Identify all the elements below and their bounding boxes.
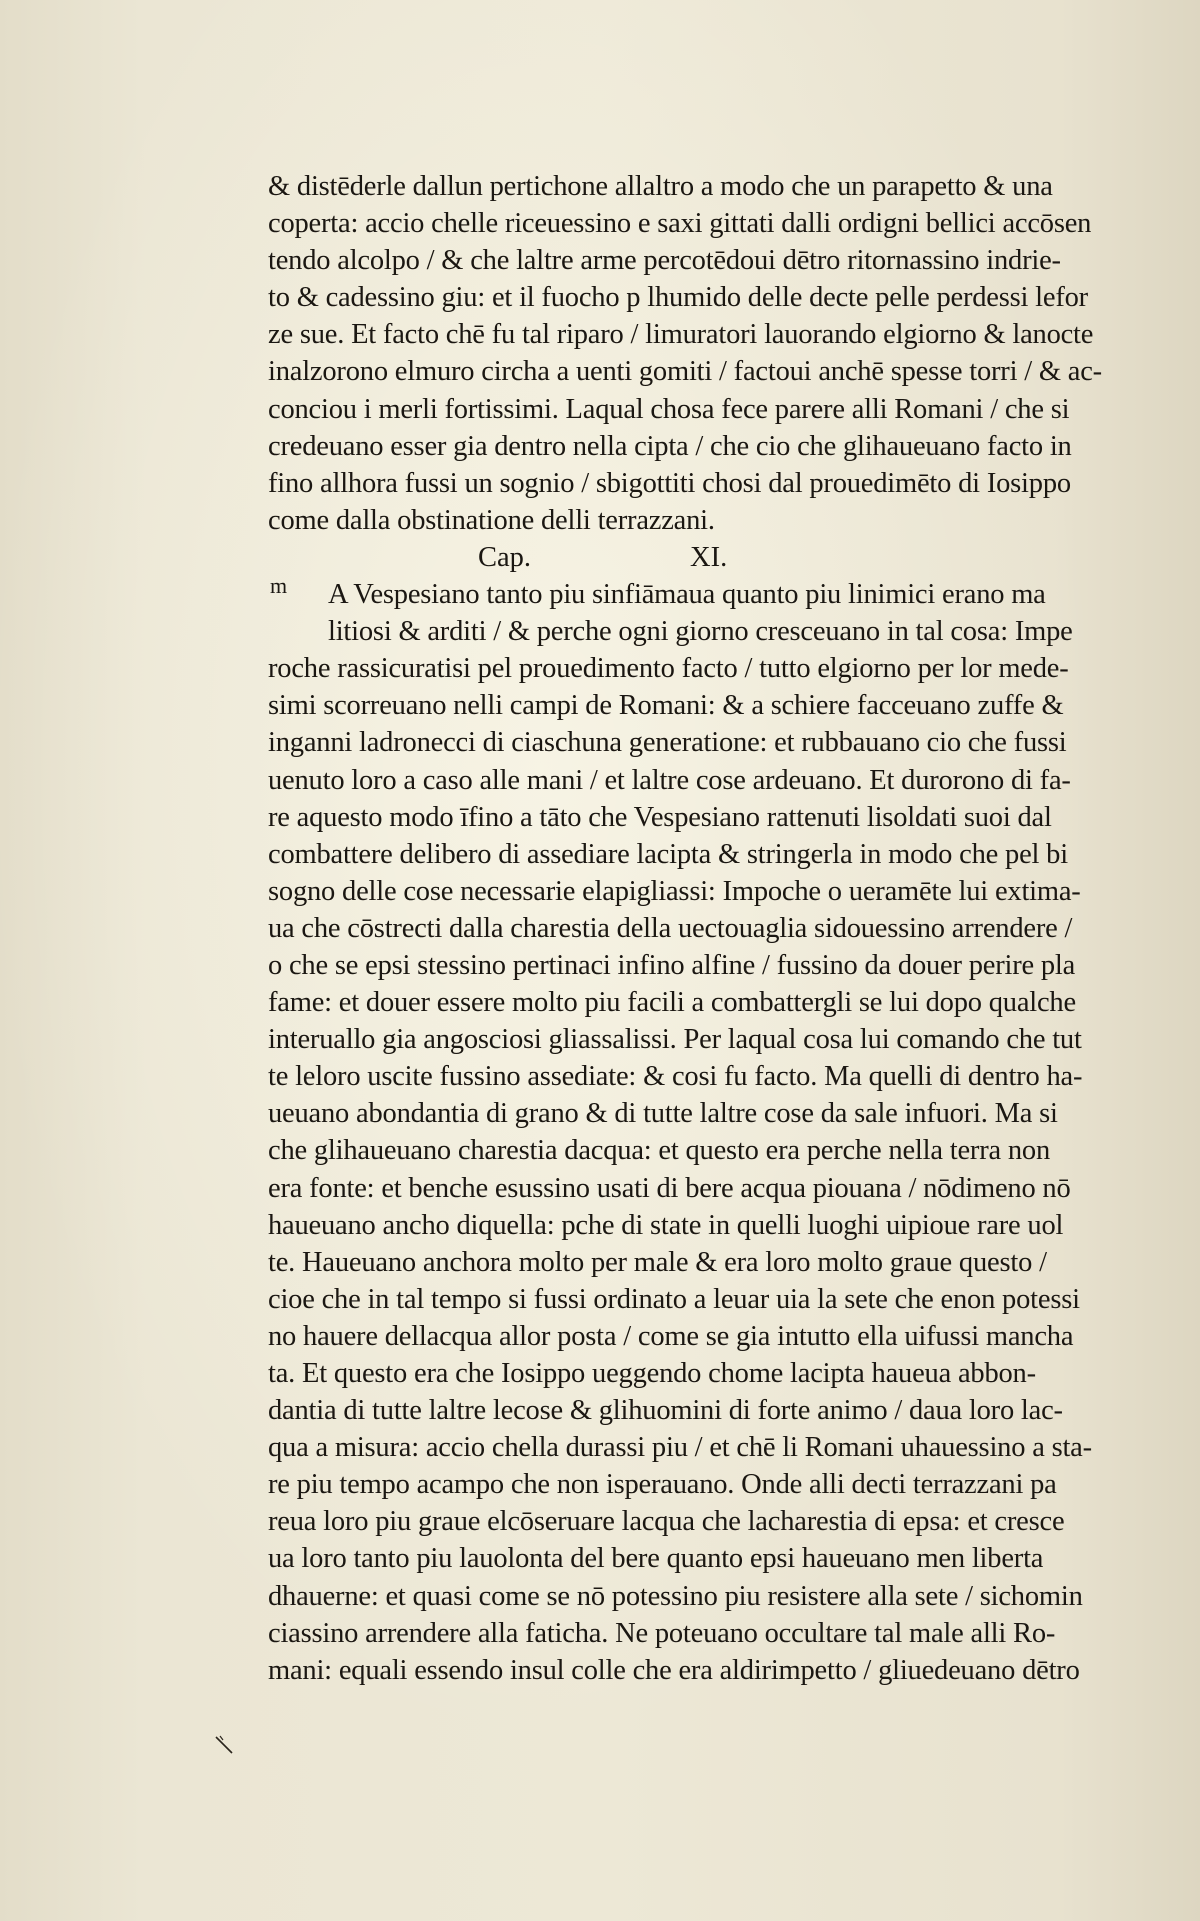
text-line: combattere delibero di assediare lacipta & stringerla in modo che pel bi [268,838,1068,870]
text-line: inganni ladronecci di ciaschuna generatione: et rubbauano cio che fussi [268,727,1067,759]
text-line: te. Haueuano anchora molto per male & era loro molto graue questo / [268,1246,1047,1278]
chapter-number: XI. [690,541,728,573]
text-line: dantia di tutte laltre lecose & glihuomini di forte animo / daua loro lac- [268,1395,1063,1427]
text-line: litiosi & arditi / & perche ogni giorno cresceuano in tal cosa: Impe [328,616,1073,648]
text-line: dhauerne: et quasi come se nō potessino piu resistere alla sete / sichomin [268,1580,1083,1612]
text-line: no hauere dellacqua allor posta / come se gia intutto ella uifussi mancha [268,1320,1074,1352]
text-line: haueuano ancho diquella: pche di state in quelli luoghi uipioue rare uol [268,1209,1064,1241]
text-line: credeuano esser gia dentro nella cipta / che cio che glihaueuano facto in [268,430,1072,462]
text-line: mani: equali essendo insul colle che era aldirimpetto / gliuedeuano dētro [268,1654,1080,1686]
text-line: A Vespesiano tanto piu sinfiāmaua quanto piu linimici erano ma [328,579,1046,611]
text-line: ueuano abondantia di grano & di tutte laltre cose da sale infuori. Ma si [268,1098,1058,1130]
text-line: & distēderle dallun pertichone allaltro a modo che un parapetto & una [268,171,1053,202]
text-line: conciou i merli fortissimi. Laqual chosa fece parere alli Romani / che si [268,393,1070,425]
guide-letter: m [270,573,288,598]
stray-ink-mark [214,1734,236,1756]
text-line: ze sue. Et facto chē fu tal riparo / limuratori lauorando elgiorno & lanocte [268,319,1094,351]
text-line: qua a misura: accio chella durassi piu / et chē li Romani uhauessino a sta- [268,1432,1092,1464]
text-block [268,168,1136,1689]
text-line: te leloro uscite fussino assediate: & cosi fu facto. Ma quelli di dentro ha- [268,1061,1083,1093]
text-line: era fonte: et benche esussino usati di bere acqua piouana / nōdimeno nō [268,1172,1071,1204]
text-line: interuallo gia angosciosi gliassalissi. Per laqual cosa lui comando che tut [268,1024,1082,1056]
text-line: coperta: accio chelle riceuessino e saxi gittati dalli ordigni bellici accōsen [268,208,1092,240]
text-line: ciassino arrendere alla faticha. Ne poteuano occultare tal male alli Ro- [268,1617,1056,1649]
text-line: to & cadessino giu: et il fuocho p lhumido delle decte pelle perdessi lefor [268,282,1088,314]
text-line: uenuto loro a caso alle mani / et laltre cose ardeuano. Et durorono di fa- [268,764,1071,796]
text-line: che glihaueuano charestia dacqua: et questo era perche nella terra non [268,1135,1051,1167]
text-line: reua loro piu graue elcōseruare lacqua che lacharestia di epsa: et cresce [268,1506,1065,1538]
text-line: fino allhora fussi un sognio / sbigottiti chosi dal prouedimēto di Iosippo [268,467,1071,499]
chapter-label: Cap. [478,541,532,573]
text-line: simi scorreuano nelli campi de Romani: & a schiere facceuano zuffe & [268,690,1064,722]
text-line: sogno delle cose necessarie elapigliassi: Impoche o ueramēte lui extima- [268,875,1081,907]
text-line: re aquesto modo īfino a tāto che Vespesiano rattenuti lisoldati suoi dal [268,801,1052,833]
text-line: ta. Et questo era che Iosippo ueggendo chome lacipta haueua abbon- [268,1358,1036,1389]
text-line: o che se epsi stessino pertinaci infino alfine / fussino da douer perire pla [268,949,1076,981]
text-line: come dalla obstinatione delli terrazzani. [268,504,715,536]
text-line: tendo alcolpo / & che laltre arme percotēdoui dētro ritornassino indrie- [268,245,1061,277]
text-line: cioe che in tal tempo si fussi ordinato a leuar uia la sete che enon potessi [268,1283,1080,1315]
chapter-heading [268,539,1136,576]
text-line: ua che cōstrecti dalla charestia della uectouaglia sidouessino arrendere / [268,912,1073,944]
text-line: ua loro tanto piu lauolonta del bere quanto epsi haueuano men liberta [268,1543,1044,1575]
text-line: roche rassicuratisi pel prouedimento facto / tutto elgiorno per lor mede- [268,653,1069,685]
text-line: re piu tempo acampo che non isperauano. Onde alli decti terrazzani pa [268,1469,1057,1501]
text-line: fame: et douer essere molto piu facili a combattergli se lui dopo qualche [268,987,1076,1019]
text-line: inalzorono elmuro circha a uenti gomiti / factoui anchē spesse torri / & ac- [268,356,1102,388]
